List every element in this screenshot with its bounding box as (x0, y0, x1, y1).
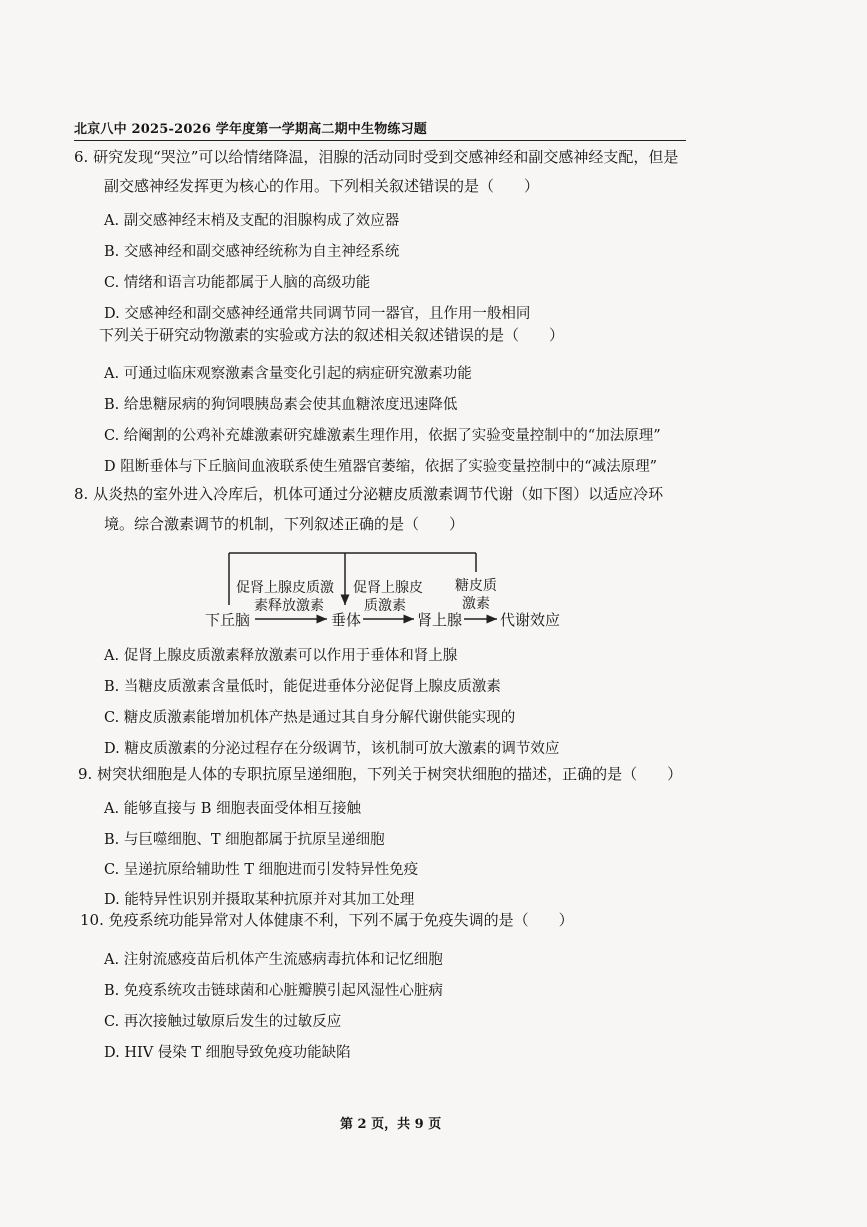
question-10-option-c: C. 再次接触过敏原后发生的过敏反应 (104, 1014, 342, 1030)
arrow-label-gc-line2: 激素 (462, 596, 490, 612)
question-7-option-d: D 阻断垂体与下丘脑间血液联系使生殖器官萎缩，依据了实验变量控制中的“减法原理” (104, 459, 658, 475)
question-7-option-b: B. 给患糖尿病的狗饲喂胰岛素会使其血糖浓度迅速降低 (104, 397, 458, 413)
node-pituitary: 垂体 (331, 611, 362, 629)
question-10-option-a: A. 注射流感疫苗后机体产生流感病毒抗体和记忆细胞 (104, 952, 443, 968)
exam-header: 北京八中 2025-2026 学年度第一学期高二期中生物练习题 (74, 118, 686, 141)
question-8-stem-line2: 境。综合激素调节的机制，下列叙述正确的是（ ） (104, 515, 465, 533)
question-6-option-c: C. 情绪和语言功能都属于人脑的高级功能 (104, 275, 371, 291)
question-6-option-b: B. 交感神经和副交感神经统称为自主神经系统 (104, 244, 400, 260)
question-8-stem-line1: 8. 从炎热的室外进入冷库后，机体可通过分泌糖皮质激素调节代谢（如下图）以适应冷环 (74, 485, 664, 503)
question-9-stem: 9. 树突状细胞是人体的专职抗原呈递细胞，下列关于树突状细胞的描述，正确的是（ ） (78, 765, 683, 783)
question-7-option-a: A. 可通过临床观察激素含量变化引起的病症研究激素功能 (104, 366, 472, 382)
question-9-option-a: A. 能够直接与 B 细胞表面受体相互接触 (104, 801, 362, 817)
arrow-label-crh-line2: 素释放激素 (254, 598, 324, 614)
question-10-stem: 10. 免疫系统功能异常对人体健康不利，下列不属于免疫失调的是（ ） (80, 911, 574, 929)
hormone-regulation-diagram (200, 550, 580, 635)
arrow-label-acth-line2: 质激素 (364, 598, 406, 614)
question-7-stem: 下列关于研究动物激素的实验或方法的叙述相关叙述错误的是（ ） (99, 326, 565, 344)
node-metabolic-effect: 代谢效应 (500, 611, 561, 629)
arrow-label-crh-line1: 促肾上腺皮质激 (236, 580, 334, 596)
question-6-option-a: A. 副交感神经末梢及支配的泪腺构成了效应器 (104, 213, 400, 229)
node-hypothalamus: 下丘脑 (205, 611, 251, 629)
question-9-option-c: C. 呈递抗原给辅助性 T 细胞进而引发特异性免疫 (104, 862, 419, 878)
arrow-label-acth-line1: 促肾上腺皮 (353, 580, 423, 596)
question-8-option-c: C. 糖皮质激素能增加机体产热是通过其自身分解代谢供能实现的 (104, 710, 516, 726)
question-8-option-a: A. 促肾上腺皮质激素释放激素可以作用于垂体和肾上腺 (104, 648, 458, 664)
question-10-option-d: D. HIV 侵染 T 细胞导致免疫功能缺陷 (104, 1045, 351, 1061)
question-10-option-b: B. 免疫系统攻击链球菌和心脏瓣膜引起风湿性心脏病 (104, 983, 443, 999)
question-7-option-c: C. 给阉割的公鸡补充雄激素研究雄激素生理作用，依据了实验变量控制中的“加法原理” (104, 428, 661, 444)
question-6-stem-line2: 副交感神经发挥更为核心的作用。下列相关叙述错误的是（ ） (104, 177, 540, 195)
page-number: 第 2 页，共 9 页 (340, 1117, 442, 1132)
question-6-stem-line1: 6. 研究发现“哭泣”可以给情绪降温，泪腺的活动同时受到交感神经和副交感神经支配，但是 (74, 148, 679, 166)
question-8-option-b: B. 当糖皮质激素含量低时，能促进垂体分泌促肾上腺皮质激素 (104, 679, 501, 695)
question-8-option-d: D. 糖皮质激素的分泌过程存在分级调节，该机制可放大激素的调节效应 (104, 741, 560, 757)
node-adrenal: 肾上腺 (417, 611, 463, 629)
question-9-option-d: D. 能特异性识别并摄取某种抗原并对其加工处理 (104, 892, 415, 908)
question-9-option-b: B. 与巨噬细胞、T 细胞都属于抗原呈递细胞 (104, 832, 385, 848)
arrow-label-gc-line1: 糖皮质 (455, 578, 497, 594)
question-6-option-d: D. 交感神经和副交感神经通常共同调节同一器官，且作用一般相同 (104, 306, 531, 322)
